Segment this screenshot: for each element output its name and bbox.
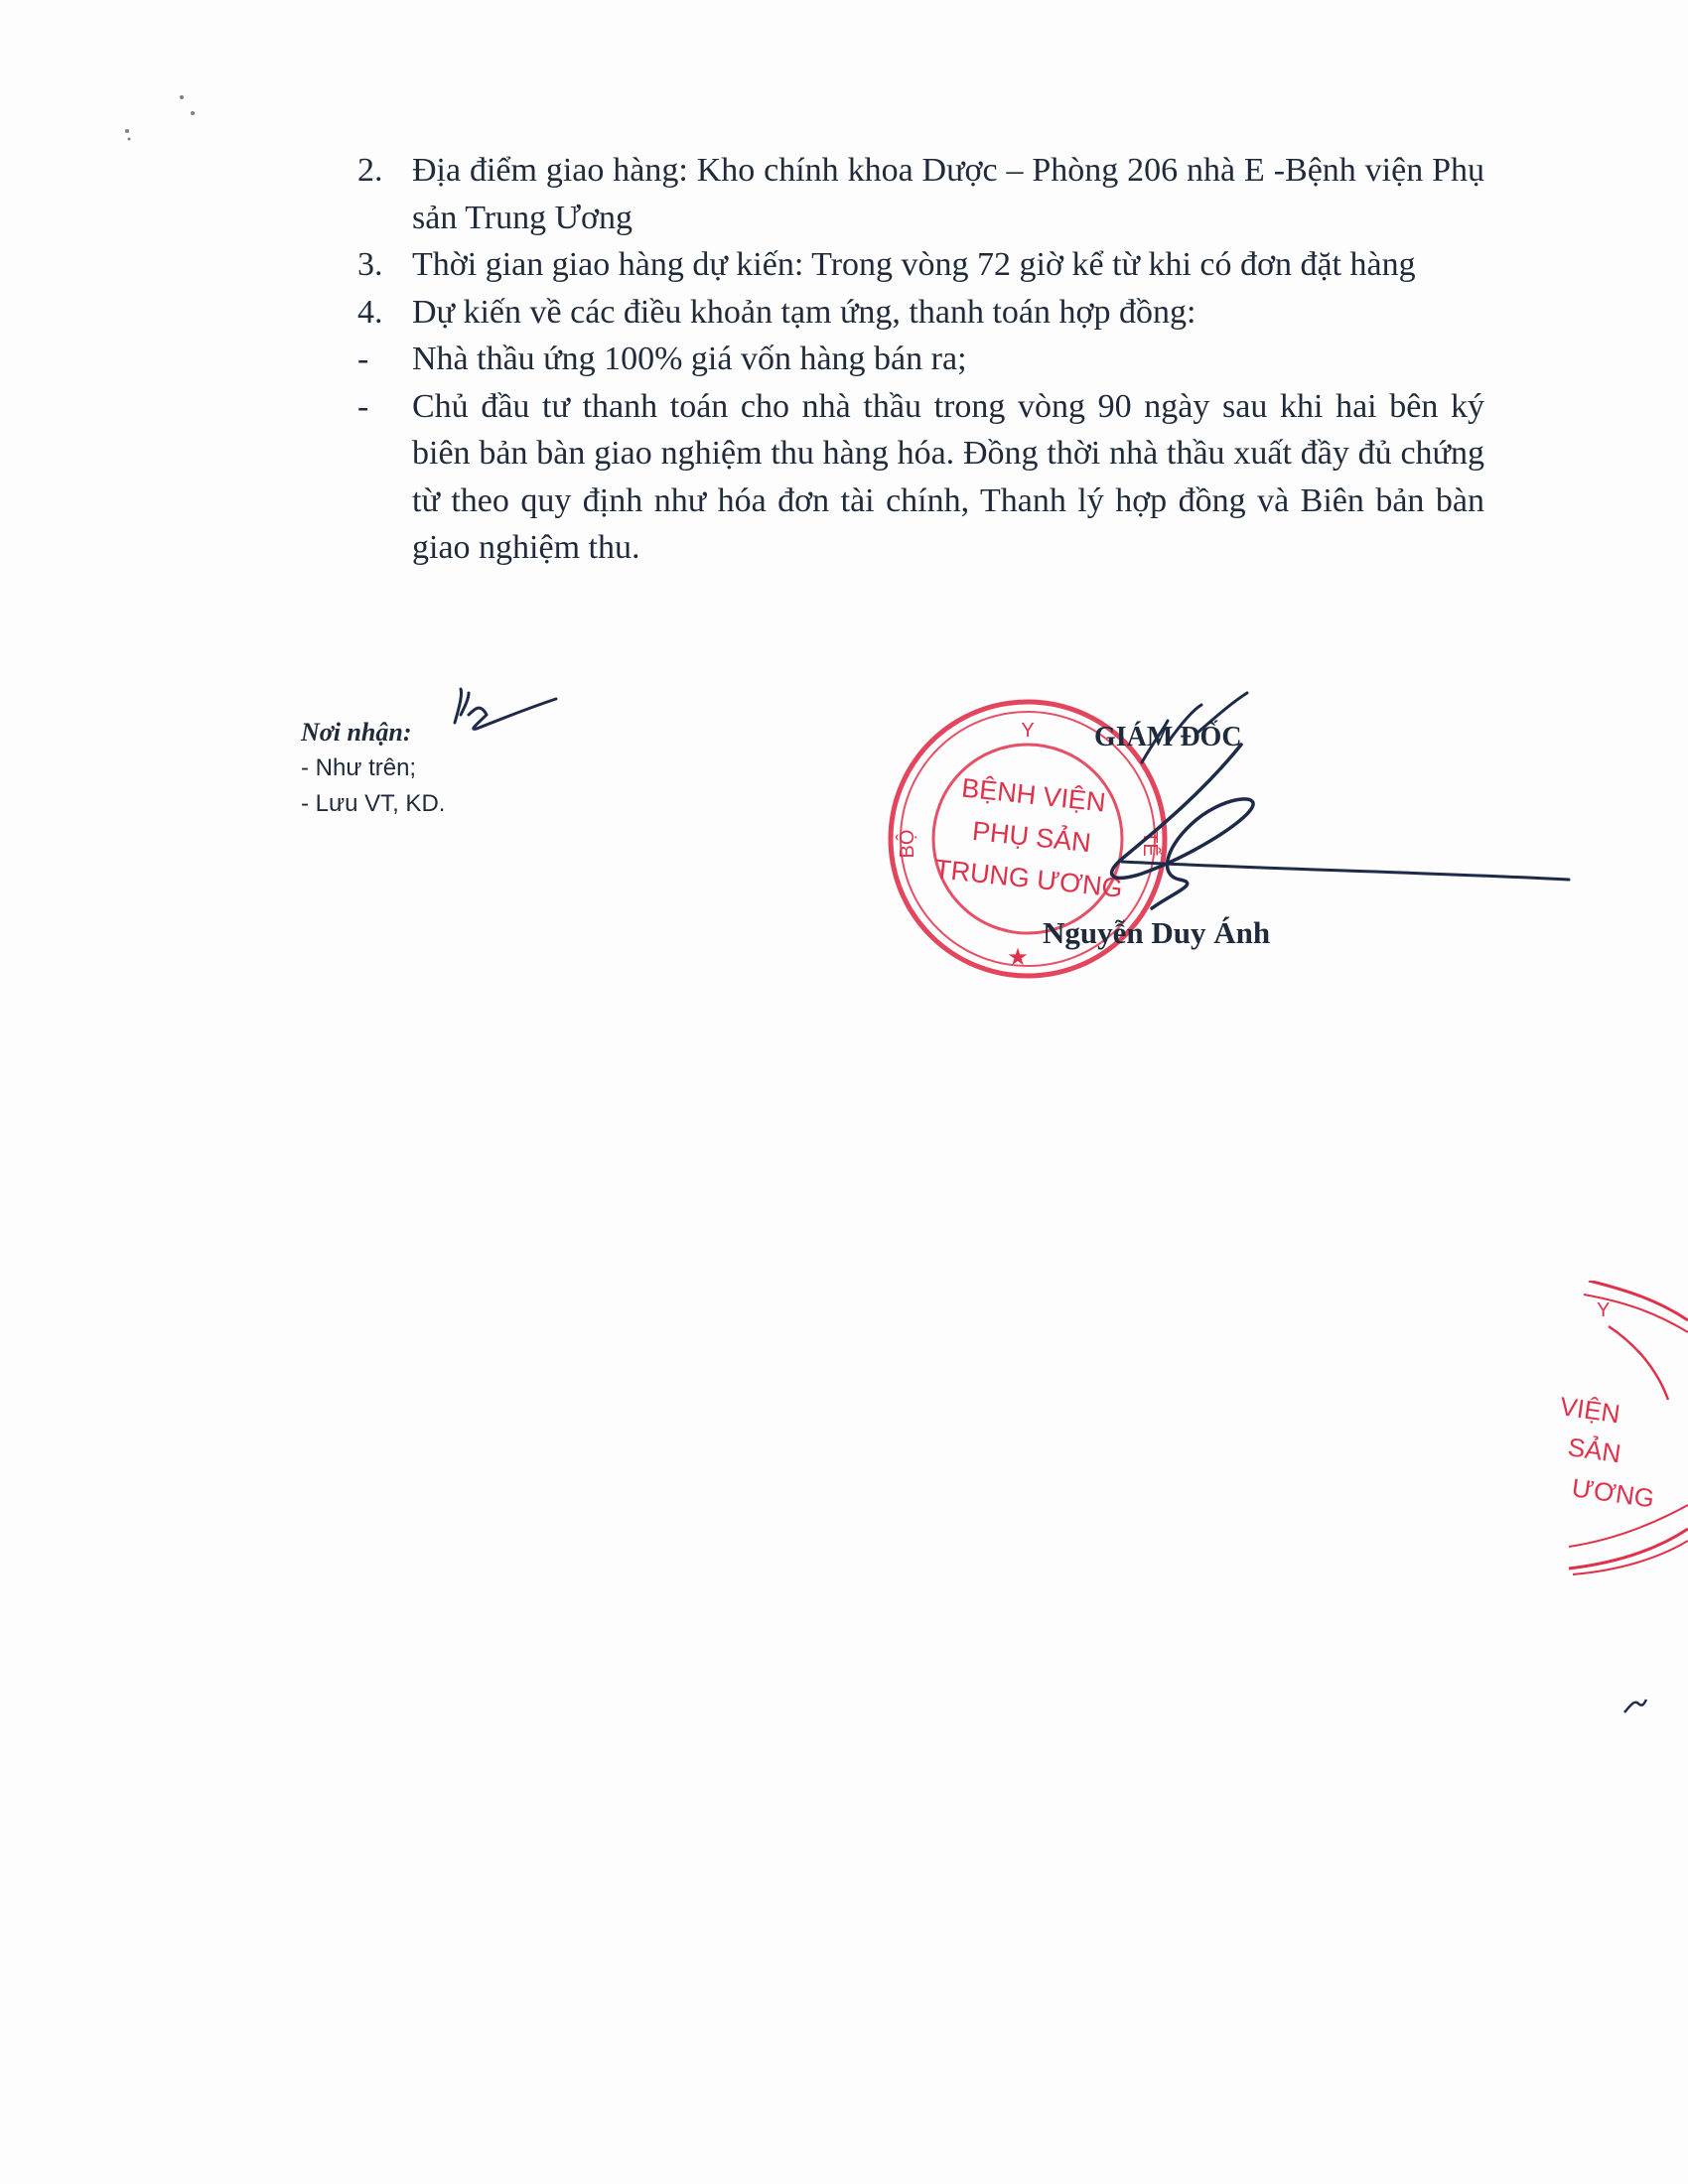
list-item-text: Thời gian giao hàng dự kiến: Trong vòng 72 giờ kể từ khi có đơn đặt hàng <box>412 246 1416 283</box>
signer-name: Nguyễn Duy Ánh <box>1043 915 1271 950</box>
list-item-delivery-time <box>357 241 1484 289</box>
handwritten-signature <box>1053 685 1589 943</box>
list-marker: 4. <box>357 293 383 331</box>
side-stamp-top-text: Y <box>1597 1299 1611 1321</box>
stamp-left-text: BỘ <box>897 829 918 859</box>
side-stamp-line-3: ƯƠNG <box>1570 1472 1657 1514</box>
list-item-text: Địa điểm giao hàng: Kho chính khoa Dược – Phòng 206 nhà E -Bệnh viện Phụ sản Trung Ương <box>412 152 1484 236</box>
partial-stamp-edge <box>1549 1281 1688 1608</box>
list-item-payment-terms <box>357 289 1484 337</box>
list-marker: - <box>357 387 369 425</box>
side-stamp-line-1: VIỆN <box>1558 1391 1622 1430</box>
list-item-text: Nhà thầu ứng 100% giá vốn hàng bán ra; <box>412 341 967 377</box>
side-stamp-line-2: SẢN <box>1566 1432 1623 1469</box>
recipients-title: Nơi nhận: <box>301 718 412 747</box>
svg-text:★: ★ <box>1007 943 1029 971</box>
stamp-line-2: PHỤ SẢN <box>970 815 1093 859</box>
list-item-delivery-location <box>357 147 1484 241</box>
signature-block <box>874 685 1589 1003</box>
list-marker: - <box>357 341 369 377</box>
recipient-line: - Lưu VT, KD. <box>301 790 446 817</box>
recipient-line: - Như trên; <box>301 754 417 781</box>
list-item-advance <box>357 336 1484 383</box>
signer-position: GIÁM ĐỐC <box>1094 722 1242 752</box>
stamp-line-1: BỆNH VIỆN <box>959 772 1107 818</box>
list-marker: 2. <box>357 152 383 189</box>
stamp-top-text: Y <box>1021 720 1035 742</box>
stamp-line-3: TRUNG ƯƠNG <box>932 854 1125 903</box>
initials-signature <box>447 685 566 745</box>
stamp-right-text: TẾ <box>1139 831 1161 857</box>
list-item-text: Chủ đầu tư thanh toán cho nhà thầu trong vòng 90 ngày sau khi hai bên ký biên bản bàn giao nghiệm thu hàng hóa. Đồng thời nhà thầu xuất đầy đủ chứng từ theo quy định như hóa đơn tài chính, Thanh lý hợp đồng và Biên bản bàn giao nghiệm thu. <box>412 387 1484 566</box>
document-body <box>357 147 1484 572</box>
list-item-payment <box>357 383 1484 572</box>
list-marker: 3. <box>357 246 383 283</box>
list-item-text: Dự kiến về các điều khoản tạm ứng, thanh toán hợp đồng: <box>412 293 1196 331</box>
